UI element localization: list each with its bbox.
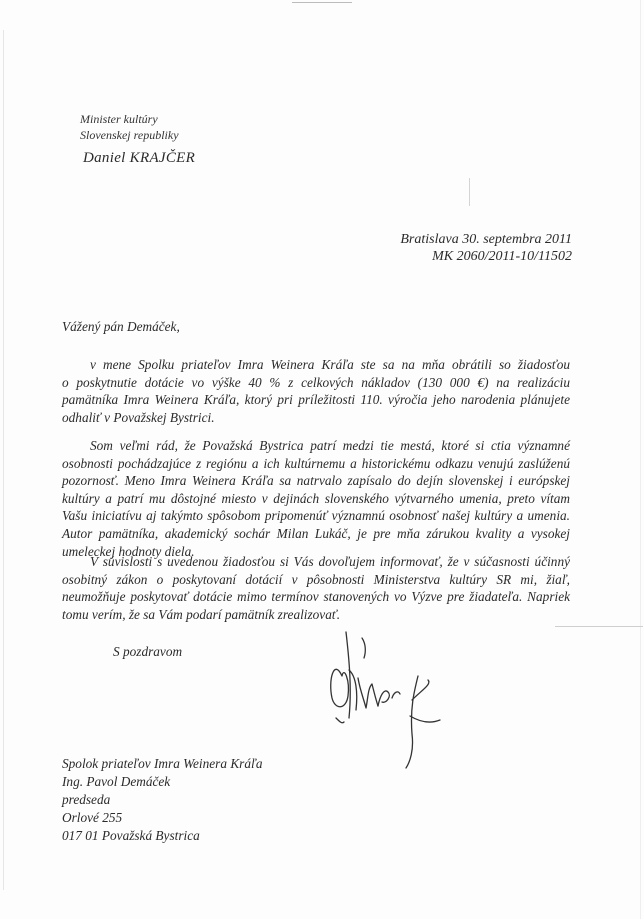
- recipient-role: predseda: [62, 792, 111, 807]
- recipient-person: Ing. Pavol Demáček: [62, 774, 171, 789]
- paragraph-line: Som veľmi rád, že Považská Bystrica patrí medzi tie mestá, ktoré si ctia významné: [90, 438, 570, 453]
- paragraph-line: neumožňuje poskytovať dotácie mimo termínov stanovených vo Výzve pre žiadateľa. Napriek: [62, 589, 570, 605]
- paragraph-line: pozornosť. Meno Imra Weinera Kráľa sa natrvalo zapísalo do dejín slovenskej i európskej: [62, 473, 570, 489]
- paragraph-3: [62, 553, 570, 623]
- paragraph-line: tomu verím, že sa Vám podarí pamätník zrealizovať.: [62, 606, 341, 622]
- paragraph-line: v mene Spolku priateľov Imra Weinera Kráľa ste sa na mňa obrátili so žiadosťou: [90, 357, 570, 372]
- signature: [322, 618, 452, 770]
- scan-mark-top: [292, 2, 352, 3]
- minister-title: Minister kultúry: [80, 112, 158, 126]
- reference-number: MK 2060/2011-10/11502: [432, 249, 572, 264]
- paragraph-line: Vašu iniciatívu aj takýmto spôsobom pripomenúť významnú osobnosť našej kultúry a umenia.: [62, 508, 570, 524]
- paragraph-line: odhaliť v Považskej Bystrici.: [62, 409, 215, 425]
- recipient-city: 017 01 Považská Bystrica: [62, 828, 200, 843]
- paragraph-line: osobnosti pochádzajúce z regiónu a ich kultúrnemu a historickému odkazu venujú zaslúženú: [62, 455, 570, 471]
- paragraph-line: pamätníka Imra Weinera Kráľa, ktorý pri príležitosti 110. výročia jeho narodenia plánujete: [62, 392, 570, 408]
- scan-mark-right: [640, 0, 641, 919]
- scan-mark-dots: [469, 178, 470, 206]
- paragraph-line: V súvislosti s uvedenou žiadosťou si Vás dovoľujem informovať, že v súčasnosti účinný: [90, 554, 570, 569]
- paragraph-line: o poskytnutie dotácie vo výške 40 % z celkových nákladov (130 000 €) na realizáciu: [62, 374, 570, 390]
- paragraph-2: [62, 437, 570, 560]
- scan-mark-rule: [555, 626, 643, 627]
- place-date: Bratislava 30. septembra 2011: [400, 232, 572, 247]
- salutation: Vážený pán Demáček,: [62, 319, 180, 334]
- scan-mark-left: [3, 30, 4, 890]
- minister-name: Daniel KRAJČER: [83, 150, 196, 166]
- recipient-organization: Spolok priateľov Imra Weinera Kráľa: [62, 756, 263, 771]
- paragraph-1: [62, 356, 570, 426]
- republic-title: Slovenskej republiky: [80, 128, 179, 142]
- closing: S pozdravom: [113, 644, 183, 659]
- paragraph-line: Autor pamätníka, akademický sochár Milan Lukáč, je pre mňa zárukou kvality a vysokej: [62, 525, 570, 541]
- paragraph-line: umeleckej hodnoty diela.: [62, 543, 195, 559]
- recipient-street: Orlové 255: [62, 810, 123, 825]
- paragraph-line: kultúry a patrí mu dôstojné miesto v dejinách slovenského výtvarného umenia, preto vítam: [62, 490, 570, 506]
- paragraph-line: osobitný zákon o poskytovaní dotácií v pôsobnosti Ministerstva kultúry SR mi, žiaľ,: [62, 571, 570, 587]
